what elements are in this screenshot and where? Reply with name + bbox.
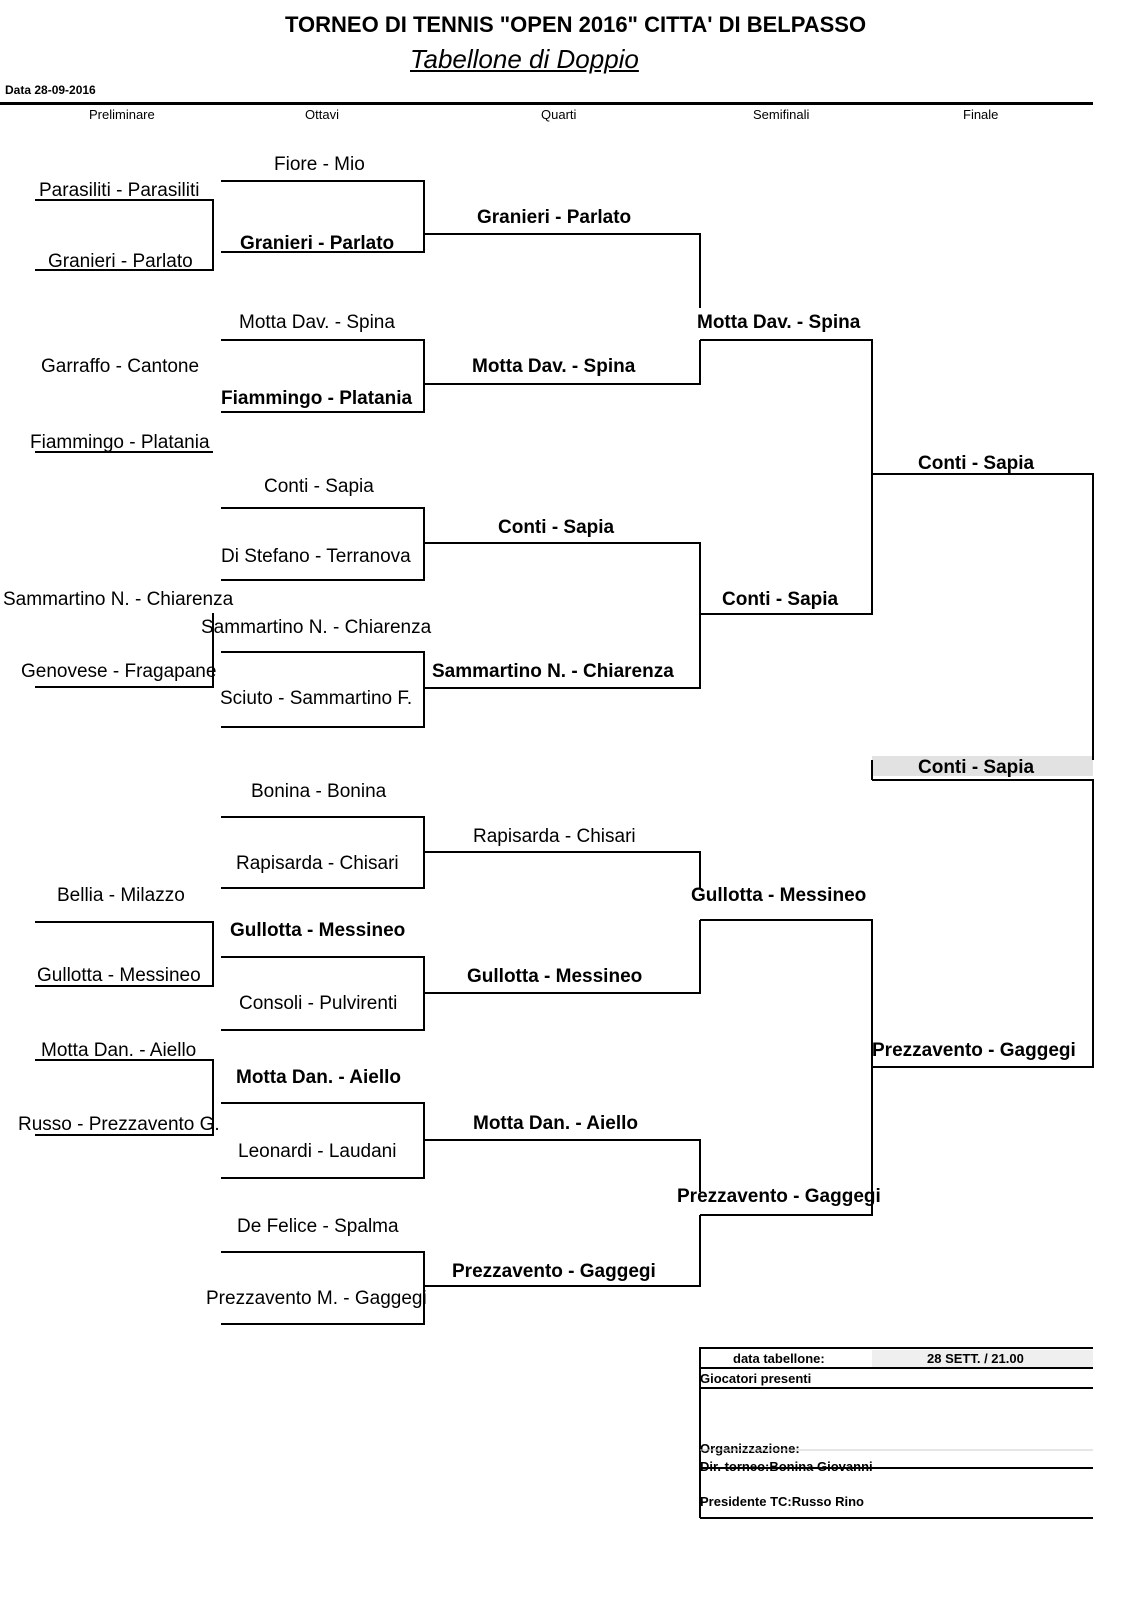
tournament-date: Data 28-09-2016 <box>5 83 96 97</box>
quarti-team-5: Rapisarda - Chisari <box>473 826 636 847</box>
round-header-ottavi: Ottavi <box>305 107 339 122</box>
ottavi-team-6: Di Stefano - Terranova <box>221 546 411 567</box>
ottavi-team-7: Sammartino N. - Chiarenza <box>201 617 432 638</box>
final-team-1: Conti - Sapia <box>918 453 1035 474</box>
ottavi-team-9: Bonina - Bonina <box>251 781 387 802</box>
ottavi-team-16: Prezzavento M. - Gaggegi <box>206 1288 427 1309</box>
quarti-team-6: Gullotta - Messineo <box>467 966 643 987</box>
round-header-preliminare: Preliminare <box>89 107 155 122</box>
line-ottavi-7 <box>221 1103 424 1178</box>
prelim-team-3: Garraffo - Cantone <box>41 356 200 377</box>
line-prelim-4 <box>35 922 213 986</box>
semi-team-2: Conti - Sapia <box>722 589 839 610</box>
semi-team-3: Gullotta - Messineo <box>691 885 867 906</box>
ottavi-team-1: Fiore - Mio <box>274 154 365 175</box>
line-quarti-7 <box>424 1215 700 1286</box>
ottavi-team-13: Motta Dan. - Aiello <box>236 1067 402 1088</box>
line-final-3 <box>872 780 1093 1067</box>
line-quarti-1 <box>424 234 700 308</box>
info-giocatori: Giocatori presenti <box>700 1371 812 1386</box>
prelim-team-7: Bellia - Milazzo <box>57 885 185 906</box>
ottavi-team-2: Granieri - Parlato <box>240 233 395 254</box>
page-subtitle: Tabellone di Doppio <box>410 44 639 74</box>
ottavi-team-14: Leonardi - Laudani <box>238 1141 397 1162</box>
semi-team-4: Prezzavento - Gaggegi <box>677 1186 881 1207</box>
prelim-team-1: Parasiliti - Parasiliti <box>39 180 200 201</box>
line-semi-2 <box>700 920 872 1215</box>
line-ottavi-1 <box>221 181 424 252</box>
ottavi-team-12: Consoli - Pulvirenti <box>239 993 398 1014</box>
line-ottavi-5 <box>221 817 424 888</box>
line-prelim-1 <box>35 200 213 270</box>
quarti-team-4: Sammartino N. - Chiarenza <box>432 661 674 682</box>
semi-team-1: Motta Dav. - Spina <box>697 312 861 333</box>
quarti-team-3: Conti - Sapia <box>498 517 615 538</box>
line-ottavi-6 <box>221 957 424 1030</box>
info-organizzazione: Organizzazione: <box>700 1441 800 1456</box>
line-ottavi-2 <box>221 340 424 412</box>
info-data-label: data tabellone: <box>733 1351 825 1366</box>
line-quarti-5 <box>424 920 700 993</box>
line-ottavi-8 <box>221 1252 424 1324</box>
prelim-team-5: Sammartino N. - Chiarenza <box>3 589 234 610</box>
line-ottavi-3 <box>221 508 424 580</box>
prelim-team-6: Genovese - Fragapane <box>21 661 217 682</box>
line-final-1 <box>872 474 1093 760</box>
quarti-team-7: Motta Dan. - Aiello <box>473 1113 639 1134</box>
final-team-2: Prezzavento - Gaggegi <box>872 1040 1076 1061</box>
info-presidente: Presidente TC:Russo Rino <box>700 1494 864 1509</box>
ottavi-team-10: Rapisarda - Chisari <box>236 853 399 874</box>
ottavi-team-11: Gullotta - Messineo <box>230 920 406 941</box>
line-prelim-3 <box>35 613 213 687</box>
line-quarti-2 <box>424 340 700 384</box>
prelim-team-10: Russo - Prezzavento G. <box>18 1114 220 1135</box>
round-header-semifinali: Semifinali <box>753 107 810 122</box>
ottavi-team-4: Fiammingo - Platania <box>221 388 413 409</box>
prelim-team-4: Fiammingo - Platania <box>30 432 210 453</box>
ottavi-team-3: Motta Dav. - Spina <box>239 312 395 333</box>
info-direttore: Dir. torneo:Bonina Giovanni <box>700 1459 873 1474</box>
round-header-quarti: Quarti <box>541 107 577 122</box>
line-semi-1 <box>700 340 872 614</box>
champion: Conti - Sapia <box>918 757 1035 778</box>
line-quarti-6 <box>424 1140 700 1192</box>
quarti-team-8: Prezzavento - Gaggegi <box>452 1261 656 1282</box>
prelim-team-8: Gullotta - Messineo <box>37 965 201 986</box>
line-prelim-5 <box>35 1060 213 1135</box>
line-quarti-3 <box>424 543 700 688</box>
info-data-value: 28 SETT. / 21.00 <box>927 1351 1024 1366</box>
line-quarti-4 <box>424 852 700 888</box>
quarti-team-1: Granieri - Parlato <box>477 207 632 228</box>
ottavi-team-15: De Felice - Spalma <box>237 1216 399 1237</box>
quarti-team-2: Motta Dav. - Spina <box>472 356 636 377</box>
ottavi-team-8: Sciuto - Sammartino F. <box>220 688 413 709</box>
prelim-team-9: Motta Dan. - Aiello <box>41 1040 197 1061</box>
line-info-box <box>700 1348 1093 1518</box>
line-ottavi-4 <box>221 652 424 727</box>
ottavi-team-5: Conti - Sapia <box>264 476 374 497</box>
page-title: TORNEO DI TENNIS "OPEN 2016" CITTA' DI BELPASSO <box>285 12 867 37</box>
round-header-finale: Finale <box>963 107 999 122</box>
prelim-team-2: Granieri - Parlato <box>48 251 193 272</box>
